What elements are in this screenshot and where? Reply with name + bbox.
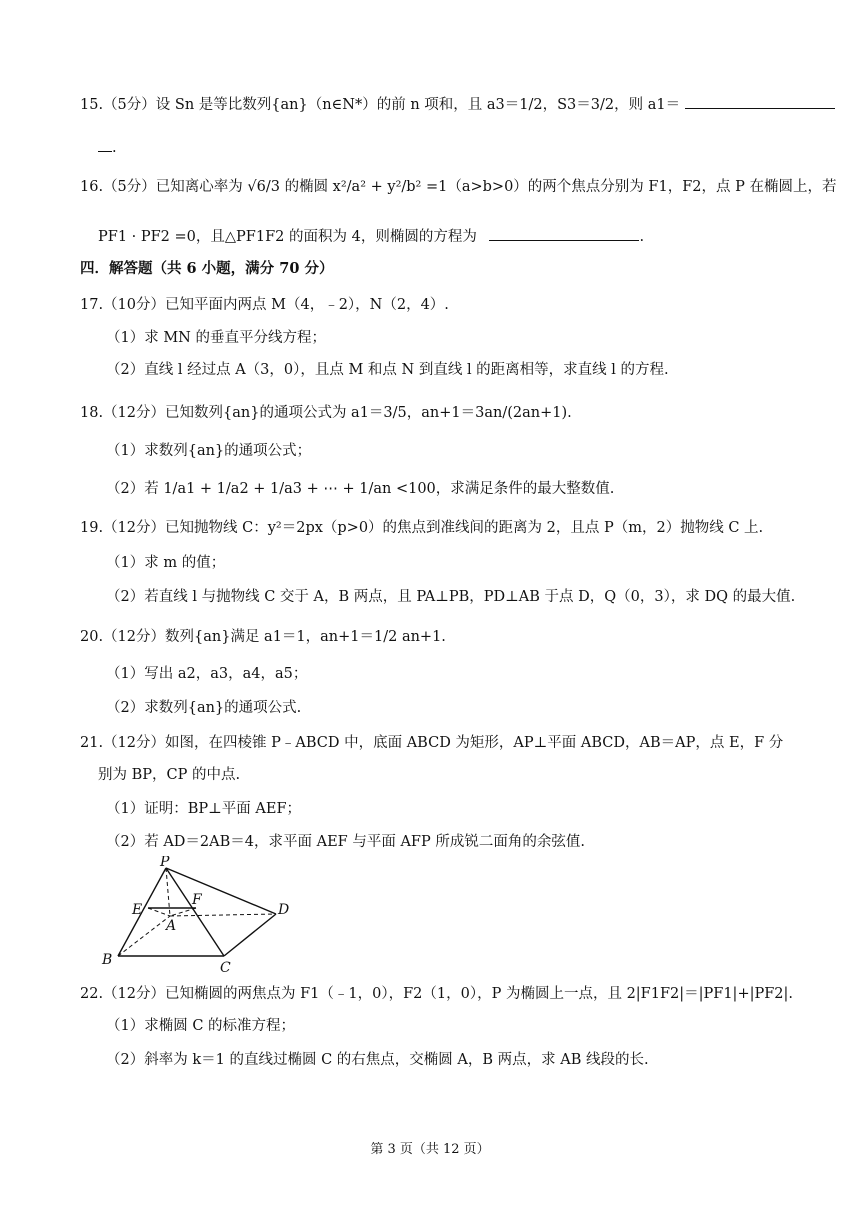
question-17: 17.（10分）已知平面内两点 M（4，﹣2），N（2，4）. <box>80 297 449 313</box>
question-15-text: 15.（5分）设 Sn 是等比数列{an}（n∈N*）的前 n 项和，且 a3＝1/2，S3＝3/2，则 a1＝ <box>80 97 681 113</box>
edge-CD <box>224 914 276 956</box>
page-number: 第 3 页（共 12 页） <box>370 1142 490 1157</box>
pyramid-figure <box>98 856 298 976</box>
question-19: 19.（12分）已知抛物线 C：y²＝2px（p>0）的焦点到准线间的距离为 2，且点 P（m，2）抛物线 C 上. <box>80 520 764 536</box>
edge-PD <box>166 868 276 914</box>
section-heading: 四．解答题（共 6 小题，满分 70 分） <box>80 260 334 277</box>
question-22-part-1: （1）求椭圆 C 的标准方程； <box>106 1018 296 1034</box>
segment-FA <box>170 908 196 916</box>
question-22: 22.（12分）已知椭圆的两焦点为 F1（﹣1，0），F2（1，0），P 为椭圆上一点，且 2|F1F2|＝|PF1|+|PF2|. <box>80 986 794 1002</box>
label-E: E <box>132 902 143 918</box>
answer-blank <box>685 92 835 109</box>
question-22-part-2: （2）斜率为 k＝1 的直线过椭圆 C 的右焦点，交椭圆 A，B 两点，求 AB 线段的长. <box>106 1052 649 1068</box>
label-P: P <box>160 856 170 870</box>
answer-blank <box>489 224 639 241</box>
question-21-part-2: （2）若 AD＝2AB＝4，求平面 AEF 与平面 AFP 所成锐二面角的余弦值. <box>106 834 585 850</box>
edge-PA <box>166 868 170 916</box>
label-A: A <box>166 918 177 934</box>
segment-EA <box>148 908 170 916</box>
question-15 <box>80 92 835 115</box>
question-21-line-2: 别为 BP，CP 的中点. <box>98 767 241 783</box>
question-20: 20.（12分）数列{an}满足 a1＝1，an+1＝1/2 an+1. <box>80 629 446 645</box>
edge-PC <box>166 868 224 956</box>
question-21-part-1: （1）证明：BP⊥平面 AEF； <box>106 801 301 817</box>
question-20-part-2: （2）求数列{an}的通项公式. <box>106 700 302 716</box>
question-19-part-1: （1）求 m 的值； <box>106 555 226 571</box>
label-C: C <box>220 960 231 976</box>
question-18-part-2: （2）若 1/a1 + 1/a2 + 1/a3 + ⋯ + 1/an <100，求满足条件的最大整数值. <box>106 481 615 497</box>
label-B: B <box>102 952 113 968</box>
question-17-part-2: （2）直线 l 经过点 A（3，0），且点 M 和点 N 到直线 l 的距离相等，求直线 l 的方程. <box>106 362 669 378</box>
question-20-part-1: （1）写出 a2，a3，a4，a5； <box>106 666 308 682</box>
edge-AB <box>118 916 170 956</box>
question-19-part-2: （2）若直线 l 与抛物线 C 交于 A，B 两点，且 PA⊥PB，PD⊥AB 于点 D，Q（0，3），求 DQ 的最大值. <box>106 589 796 605</box>
question-16-line-2: PF1 · PF2 =0，且△PF1F2 的面积为 4，则椭圆的方程为 . <box>98 224 644 247</box>
question-15-continuation: . <box>98 135 117 158</box>
label-D: D <box>278 902 290 918</box>
question-21-line-1: 21.（12分）如图，在四棱锥 P﹣ABCD 中，底面 ABCD 为矩形，AP⊥平面 ABCD，AB＝AP，点 E，F 分 <box>80 735 784 751</box>
edge-AD <box>170 914 276 916</box>
label-F: F <box>192 892 202 908</box>
question-18-part-1: （1）求数列{an}的通项公式； <box>106 443 312 459</box>
question-18: 18.（12分）已知数列{an}的通项公式为 a1＝3/5，an+1＝3an/(2an+1). <box>80 405 572 421</box>
answer-blank-continued <box>98 135 112 152</box>
question-16-line-1: 16.（5分）已知离心率为 √6/3 的椭圆 x²/a² + y²/b² =1（a>b>0）的两个焦点分别为 F1，F2，点 P 在椭圆上，若 <box>80 179 837 195</box>
question-17-part-1: （1）求 MN 的垂直平分线方程； <box>106 330 326 346</box>
